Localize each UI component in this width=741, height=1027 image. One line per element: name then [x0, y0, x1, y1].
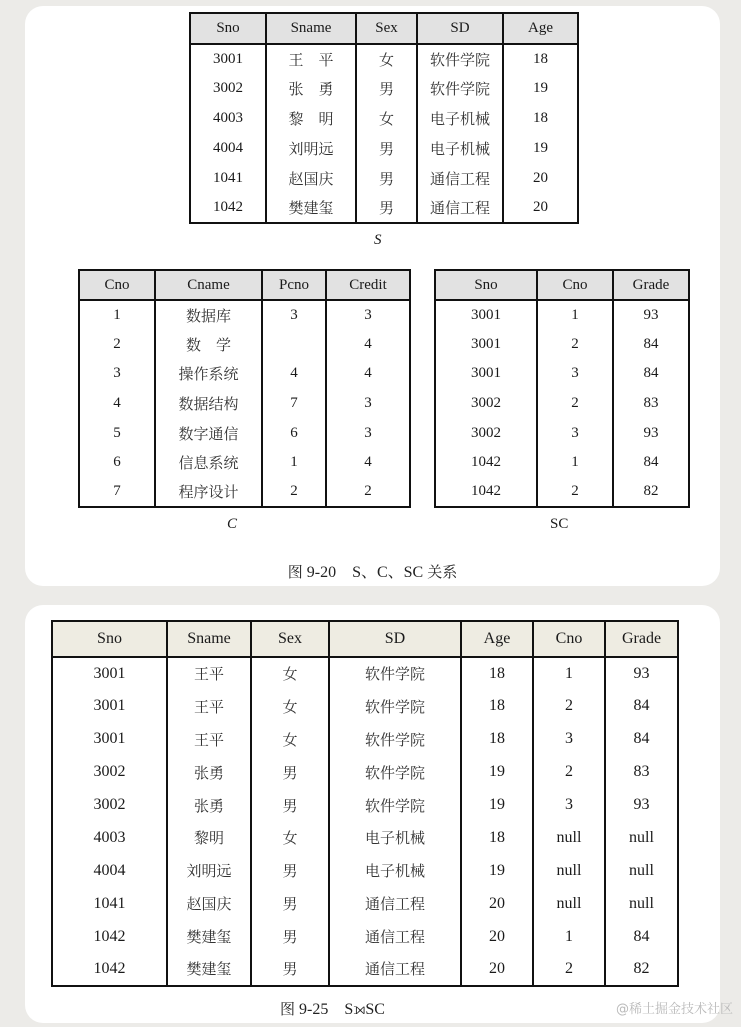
- cell-grade: 84: [613, 359, 689, 389]
- cell-sd: 通信工程: [417, 163, 503, 193]
- cell-age: 18: [461, 821, 533, 854]
- header-row: [52, 621, 678, 657]
- cell-credit: 4: [326, 359, 410, 389]
- cell-grade: 82: [605, 953, 678, 986]
- cell-sname: 张 勇: [266, 74, 356, 104]
- caption-text: 9-20 S、C、SC: [302, 564, 428, 581]
- cell-sno: 1041: [213, 169, 243, 186]
- cell-cno: 3: [537, 418, 613, 448]
- cell-sno: 1042: [471, 454, 501, 471]
- cell-sd: 软件学院: [329, 756, 461, 789]
- cell-credit: 2: [326, 478, 410, 508]
- caption-prefix: 图: [287, 563, 303, 581]
- figure-9-25-panel: [25, 605, 720, 1023]
- cell-sex: 男: [356, 74, 417, 104]
- table-row: [435, 448, 689, 478]
- header-row: [435, 270, 689, 300]
- table-row: [435, 330, 689, 360]
- cell-grade: 83: [613, 389, 689, 419]
- column-header-credit: Credit: [326, 270, 410, 300]
- column-header-cno: Cno: [537, 270, 613, 300]
- cell-grade: 83: [605, 756, 678, 789]
- cell-sno: 3002: [471, 395, 501, 412]
- column-header-age: Age: [461, 621, 533, 657]
- cell-cno: 2: [113, 335, 121, 352]
- cell-cno: null: [533, 821, 605, 854]
- cell-cno: 1: [537, 300, 613, 330]
- cell-sex: 男: [251, 756, 329, 789]
- table-row: [79, 359, 410, 389]
- cell-age: 20: [503, 163, 578, 193]
- cell-sno: 4003: [93, 828, 126, 846]
- cell-age: 18: [461, 690, 533, 723]
- cell-sex: 男: [356, 133, 417, 163]
- cell-pcno: 7: [262, 389, 326, 419]
- cell-sd: 电子机械: [417, 104, 503, 134]
- header-row: [79, 270, 410, 300]
- cell-pcno: 1: [262, 448, 326, 478]
- cell-cno: null: [533, 854, 605, 887]
- cell-sno: 1042: [213, 198, 243, 215]
- cell-age: 20: [461, 887, 533, 920]
- cell-sno: 4004: [93, 861, 126, 879]
- cell-sd: 电子机械: [329, 821, 461, 854]
- table-row: [435, 418, 689, 448]
- cell-sex: 男: [251, 887, 329, 920]
- cell-grade: 93: [605, 789, 678, 822]
- relation-s-label: S: [374, 232, 382, 248]
- cell-pcno: 6: [262, 418, 326, 448]
- cell-age: 19: [503, 74, 578, 104]
- table-row: [52, 690, 678, 723]
- table-row: [52, 854, 678, 887]
- cell-sname: 赵国庆: [266, 163, 356, 193]
- cell-sno: 1042: [93, 927, 126, 945]
- cell-cno: 3: [533, 723, 605, 756]
- cell-pcno: 4: [262, 359, 326, 389]
- cell-grade: 93: [605, 657, 678, 690]
- table-row: [79, 478, 410, 508]
- cell-sex: 女: [251, 690, 329, 723]
- cell-sex: 女: [356, 44, 417, 74]
- cell-credit: 4: [326, 448, 410, 478]
- cell-grade: 84: [605, 690, 678, 723]
- cell-cno: 2: [537, 389, 613, 419]
- column-header-sno: Sno: [190, 13, 266, 44]
- column-header-grade: Grade: [605, 621, 678, 657]
- cell-sname: 刘明远: [266, 133, 356, 163]
- column-header-sno: Sno: [435, 270, 537, 300]
- cell-sd: 软件学院: [329, 690, 461, 723]
- column-header-sname: Sname: [266, 13, 356, 44]
- relation-c-label: C: [227, 516, 238, 532]
- column-header-sex: Sex: [356, 13, 417, 44]
- cell-cno: 1: [533, 920, 605, 953]
- left-outer-join-table: [51, 620, 679, 987]
- caption-prefix: 图: [280, 1000, 296, 1018]
- cell-grade: null: [605, 854, 678, 887]
- cell-age: 20: [461, 953, 533, 986]
- table-row: [190, 104, 578, 134]
- cell-sex: 男: [251, 953, 329, 986]
- table-row: [435, 389, 689, 419]
- cell-sd: 通信工程: [417, 193, 503, 223]
- figure-9-20-panel: [25, 6, 720, 586]
- relation-sc-table: [434, 269, 690, 508]
- cell-sno: 3001: [213, 50, 243, 67]
- cell-sno: 3002: [93, 763, 126, 781]
- table-row: [52, 953, 678, 986]
- cell-pcno: [262, 330, 326, 360]
- cell-sex: 女: [251, 723, 329, 756]
- cell-sno: 3001: [471, 306, 501, 323]
- cell-grade: 84: [605, 723, 678, 756]
- cell-sname: 刘明远: [167, 854, 251, 887]
- cell-sex: 女: [356, 104, 417, 134]
- cell-cno: 3: [537, 359, 613, 389]
- cell-age: 18: [503, 44, 578, 74]
- table-row: [52, 657, 678, 690]
- cell-sno: 4004: [213, 139, 243, 156]
- table-row: [79, 389, 410, 419]
- cell-cno: 6: [113, 454, 121, 471]
- cell-sname: 张勇: [167, 789, 251, 822]
- cell-cname: 数字通信: [155, 418, 262, 448]
- cell-sname: 樊建玺: [266, 193, 356, 223]
- cell-cno: 7: [113, 483, 121, 500]
- column-header-sname: Sname: [167, 621, 251, 657]
- column-header-cno: Cno: [533, 621, 605, 657]
- cell-sno: 3002: [93, 796, 126, 813]
- column-header-sex: Sex: [251, 621, 329, 657]
- cell-grade: 93: [613, 300, 689, 330]
- cell-cname: 数 学: [155, 330, 262, 360]
- header-row: [190, 13, 578, 44]
- table-row: [52, 887, 678, 920]
- table-row: [79, 448, 410, 478]
- cell-age: 18: [461, 723, 533, 756]
- cell-credit: 3: [326, 418, 410, 448]
- cell-age: 19: [461, 854, 533, 887]
- cell-sd: 电子机械: [417, 133, 503, 163]
- cell-cno: 3: [533, 789, 605, 822]
- cell-age: 18: [503, 104, 578, 134]
- cell-sno: 1042: [471, 483, 501, 500]
- cell-age: 19: [461, 789, 533, 822]
- cell-cno: 2: [533, 756, 605, 789]
- cell-cno: 1: [113, 306, 121, 323]
- cell-cno: 2: [533, 953, 605, 986]
- cell-sname: 樊建玺: [167, 920, 251, 953]
- column-header-cno: Cno: [79, 270, 155, 300]
- table-row: [52, 821, 678, 854]
- column-header-grade: Grade: [613, 270, 689, 300]
- cell-cno: 3: [113, 365, 121, 382]
- cell-sno: 4003: [213, 109, 243, 126]
- cell-sno: 1042: [93, 959, 126, 977]
- table-row: [190, 193, 578, 223]
- cell-sd: 软件学院: [329, 723, 461, 756]
- cell-sex: 男: [251, 789, 329, 822]
- table-row: [435, 359, 689, 389]
- cell-cno: 2: [537, 478, 613, 508]
- column-header-sno: Sno: [52, 621, 167, 657]
- cell-cno: 2: [537, 330, 613, 360]
- cell-sd: 软件学院: [417, 44, 503, 74]
- table-row: [79, 330, 410, 360]
- cell-age: 19: [503, 133, 578, 163]
- table-row: [79, 300, 410, 330]
- table-row: [79, 418, 410, 448]
- cell-pcno: 2: [262, 478, 326, 508]
- relation-sc-label: SC: [550, 516, 569, 532]
- cell-sname: 王平: [167, 657, 251, 690]
- figure-9-20-caption: [25, 559, 720, 582]
- table-row: [190, 44, 578, 74]
- cell-sno: 3001: [93, 697, 126, 715]
- cell-sex: 女: [251, 821, 329, 854]
- cell-age: 19: [461, 756, 533, 789]
- cell-credit: 4: [326, 330, 410, 360]
- cell-cname: 操作系统: [155, 359, 262, 389]
- cell-grade: 82: [613, 478, 689, 508]
- table-row: [435, 300, 689, 330]
- cell-grade: null: [605, 887, 678, 920]
- cell-credit: 3: [326, 389, 410, 419]
- cell-cno: null: [533, 887, 605, 920]
- cell-cno: 2: [533, 690, 605, 723]
- caption-text: 9-25 S⟕SC: [295, 1001, 385, 1018]
- table-row: [435, 478, 689, 508]
- cell-sname: 王 平: [266, 44, 356, 74]
- cell-cno: 1: [537, 448, 613, 478]
- figure-9-25-caption: [280, 996, 385, 1019]
- cell-sd: 软件学院: [329, 789, 461, 822]
- cell-sex: 男: [356, 163, 417, 193]
- cell-sno: 3001: [471, 335, 501, 352]
- caption-suffix: 关系: [427, 563, 458, 581]
- cell-sno: 3002: [213, 80, 243, 97]
- cell-sex: 男: [251, 854, 329, 887]
- cell-cno: 4: [113, 395, 121, 412]
- table-row: [190, 133, 578, 163]
- cell-cno: 1: [533, 657, 605, 690]
- cell-sno: 3001: [93, 664, 126, 682]
- cell-sno: 3001: [471, 365, 501, 382]
- cell-sex: 男: [251, 920, 329, 953]
- cell-grade: null: [605, 821, 678, 854]
- cell-sd: 电子机械: [329, 854, 461, 887]
- cell-sno: 3001: [93, 730, 126, 748]
- table-row: [190, 74, 578, 104]
- cell-cno: 5: [113, 424, 121, 441]
- cell-grade: 84: [613, 448, 689, 478]
- column-header-age: Age: [503, 13, 578, 44]
- cell-credit: 3: [326, 300, 410, 330]
- table-row: [190, 163, 578, 193]
- cell-age: 20: [461, 920, 533, 953]
- column-header-pcno: Pcno: [262, 270, 326, 300]
- cell-grade: 93: [613, 418, 689, 448]
- cell-cname: 数据结构: [155, 389, 262, 419]
- cell-age: 18: [461, 657, 533, 690]
- cell-cname: 数据库: [155, 300, 262, 330]
- cell-sd: 通信工程: [329, 953, 461, 986]
- cell-pcno: 3: [262, 300, 326, 330]
- cell-sd: 软件学院: [417, 74, 503, 104]
- cell-cname: 程序设计: [155, 478, 262, 508]
- cell-sno: 1041: [93, 894, 126, 912]
- cell-sd: 通信工程: [329, 887, 461, 920]
- table-row: [52, 789, 678, 822]
- cell-sd: 通信工程: [329, 920, 461, 953]
- column-header-sd: SD: [329, 621, 461, 657]
- cell-sname: 黎明: [167, 821, 251, 854]
- relation-c-table: [78, 269, 411, 508]
- cell-sex: 女: [251, 657, 329, 690]
- watermark: @稀土掘金技术社区: [615, 1002, 733, 1017]
- cell-sex: 男: [356, 193, 417, 223]
- cell-sname: 樊建玺: [167, 953, 251, 986]
- cell-grade: 84: [613, 330, 689, 360]
- cell-grade: 84: [605, 920, 678, 953]
- column-header-cname: Cname: [155, 270, 262, 300]
- table-row: [52, 723, 678, 756]
- cell-sd: 软件学院: [329, 657, 461, 690]
- column-header-sd: SD: [417, 13, 503, 44]
- cell-sname: 黎 明: [266, 104, 356, 134]
- cell-cname: 信息系统: [155, 448, 262, 478]
- cell-sno: 3002: [471, 424, 501, 441]
- cell-age: 20: [503, 193, 578, 223]
- table-row: [52, 920, 678, 953]
- cell-sname: 张勇: [167, 756, 251, 789]
- cell-sname: 王平: [167, 723, 251, 756]
- cell-sname: 王平: [167, 690, 251, 723]
- cell-sname: 赵国庆: [167, 887, 251, 920]
- relation-s-table: [189, 12, 579, 224]
- table-row: [52, 756, 678, 789]
